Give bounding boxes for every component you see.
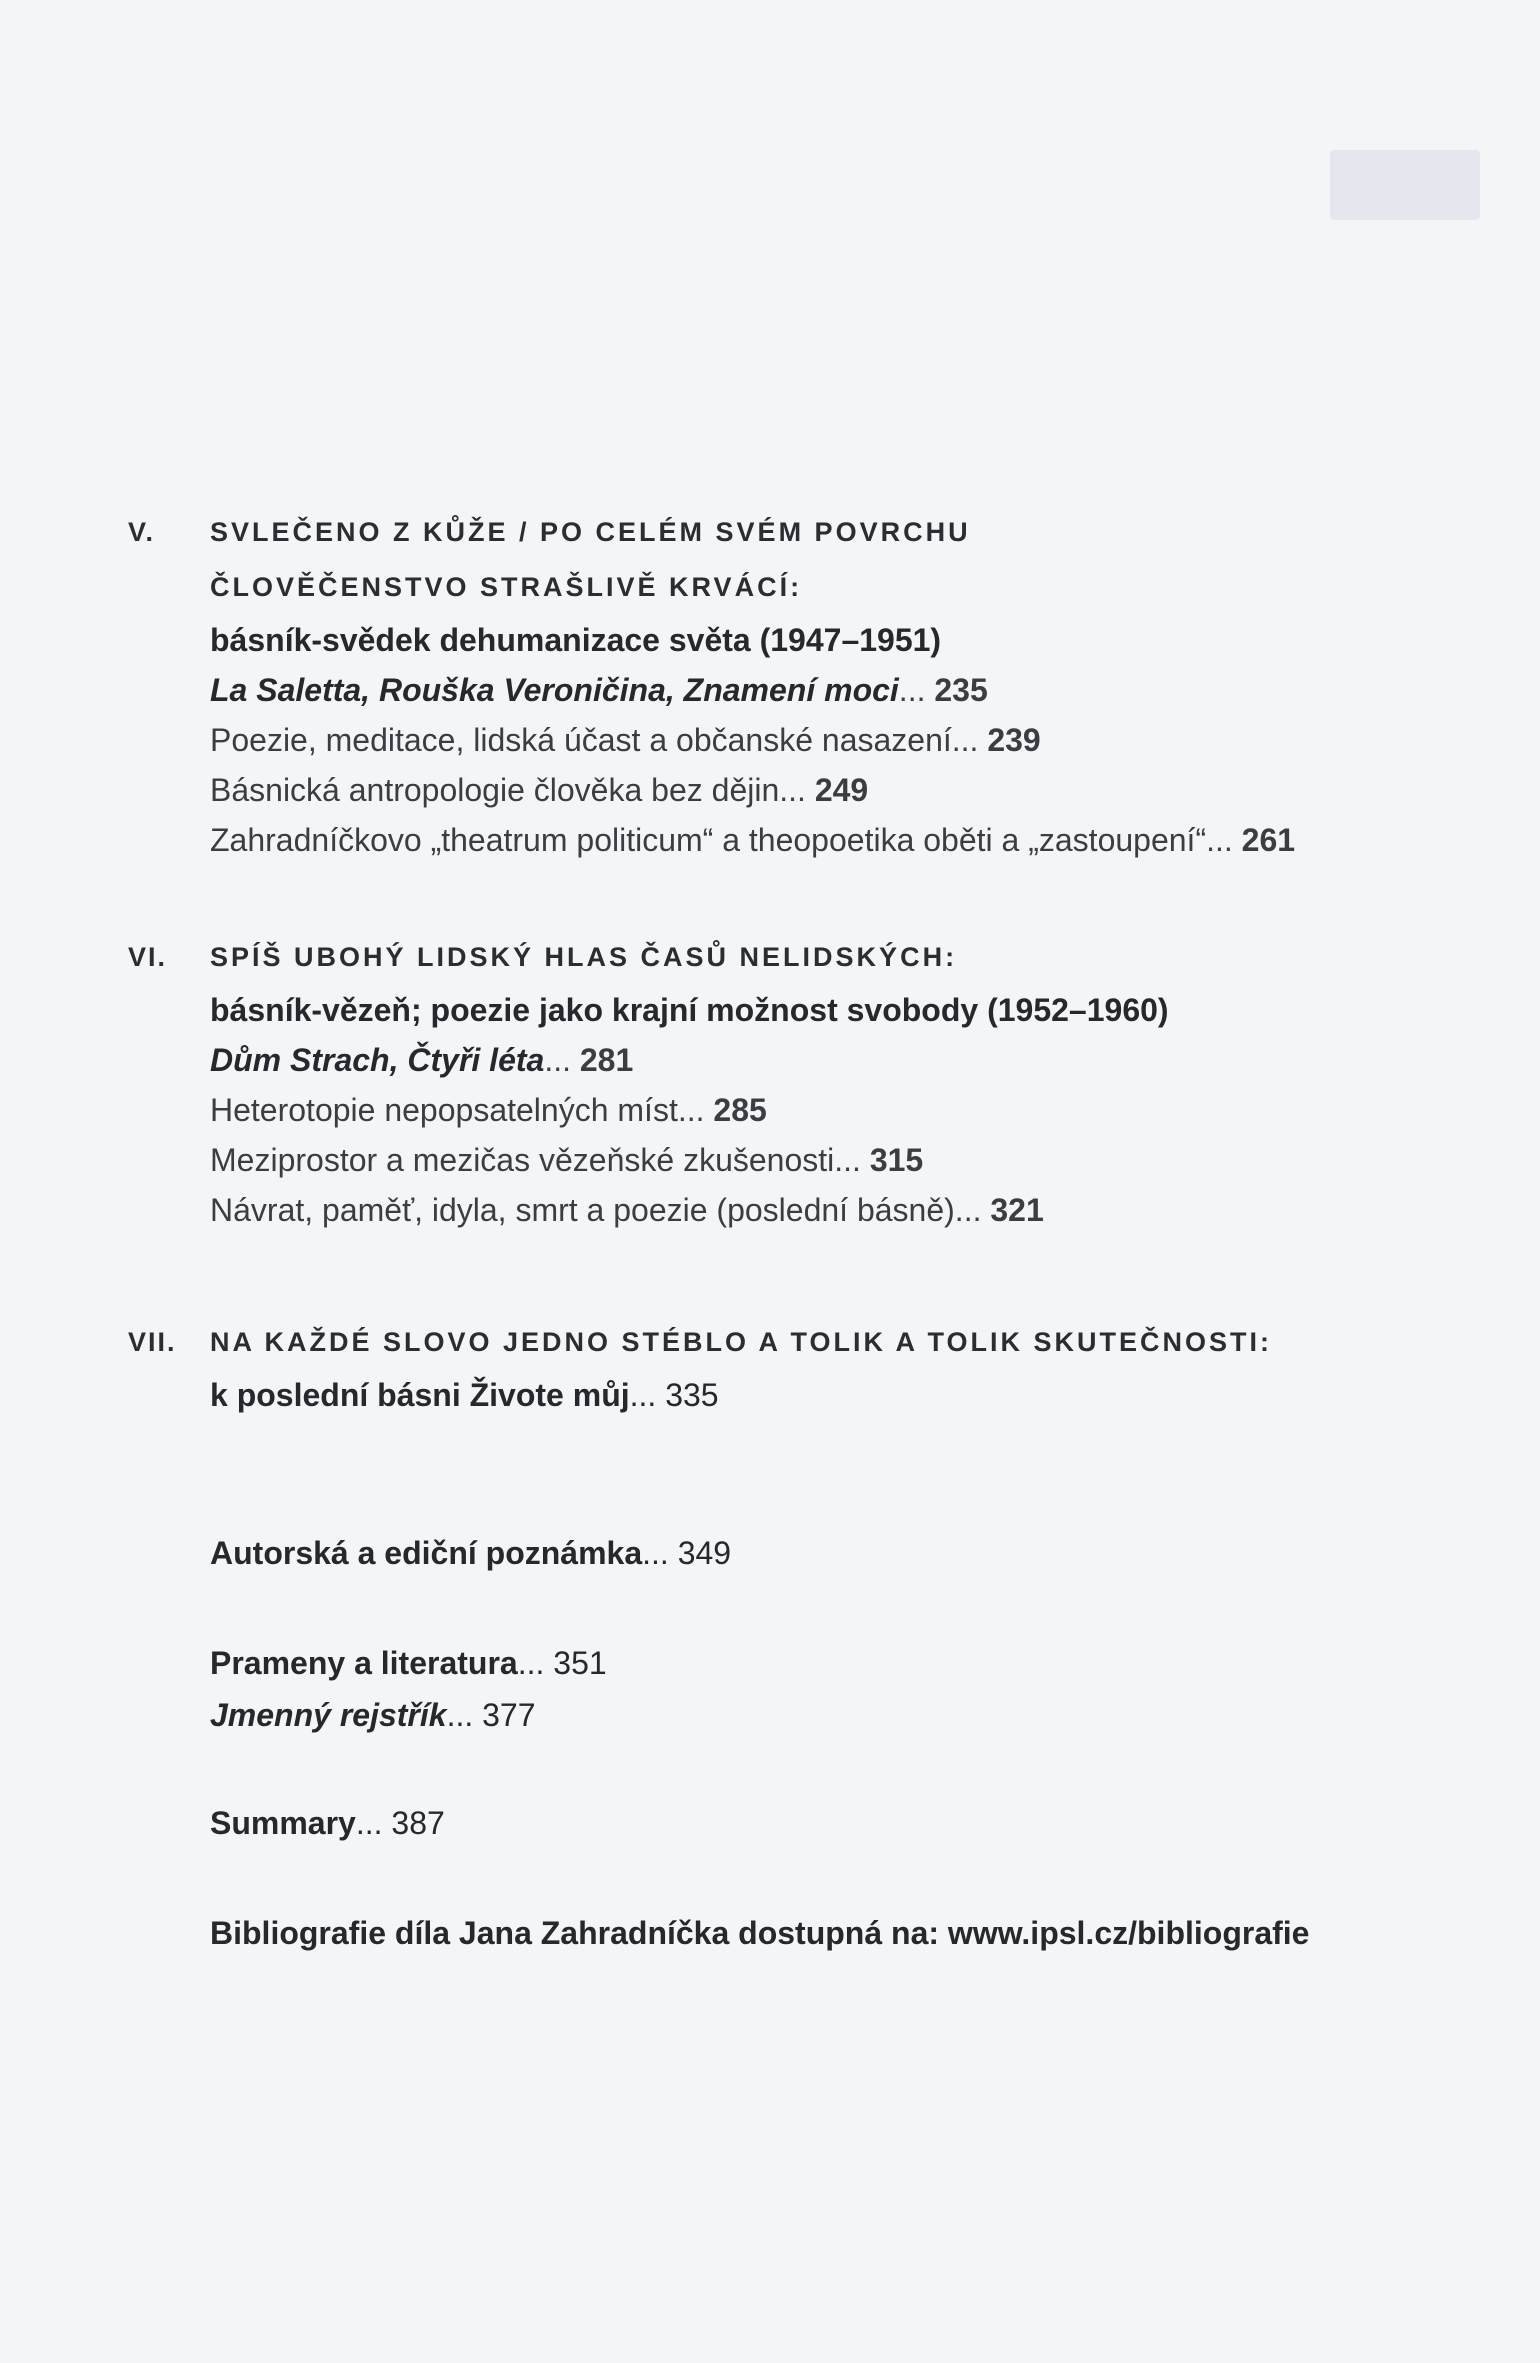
works-title: La Saletta, Rouška Veroničina, Znamení moci bbox=[210, 672, 899, 708]
leader: ... bbox=[629, 1377, 657, 1413]
section-subtitle: básník-svědek dehumanizace světa (1947–1951) bbox=[210, 622, 942, 658]
leader: ... bbox=[642, 1535, 669, 1571]
leader: ... bbox=[834, 1142, 861, 1178]
section-works-line bbox=[210, 1035, 1488, 1085]
leader: ... bbox=[446, 1697, 474, 1733]
leader: ... bbox=[954, 1192, 982, 1228]
entry-title: Summary bbox=[210, 1805, 356, 1841]
page-number: 285 bbox=[713, 1092, 767, 1128]
section-numeral: V. bbox=[128, 517, 156, 547]
section-subtitle: básník-vězeň; poezie jako krajní možnost svobody (1952–1960) bbox=[210, 992, 1169, 1028]
section-heading-line-2: ČLOVĚČENSTVO STRAŠLIVĚ KRVÁCÍ: bbox=[210, 572, 803, 602]
page-number: 239 bbox=[987, 722, 1041, 758]
toc-entry[interactable] bbox=[210, 1135, 1488, 1185]
entry-title: Heterotopie nepopsatelných míst bbox=[210, 1092, 678, 1128]
leader: ... bbox=[951, 722, 979, 758]
leader: ... bbox=[779, 772, 806, 808]
page-number: 377 bbox=[482, 1697, 536, 1733]
entry-title: Návrat, paměť, idyla, smrt a poezie (poslední básně) bbox=[210, 1192, 955, 1228]
back-matter-entry[interactable] bbox=[210, 1798, 445, 1848]
page-number: 261 bbox=[1241, 822, 1296, 858]
faint-logo-mark bbox=[1330, 150, 1480, 220]
section-numeral: VII. bbox=[128, 1327, 177, 1357]
toc-entry[interactable] bbox=[210, 765, 1488, 815]
toc-entry[interactable] bbox=[210, 815, 1488, 865]
toc-entry[interactable] bbox=[210, 1185, 1488, 1235]
leader: ... bbox=[898, 672, 926, 708]
works-title: Dům Strach, Čtyři léta bbox=[210, 1042, 545, 1078]
page-number: 281 bbox=[579, 1042, 634, 1078]
toc-section-vi bbox=[128, 930, 1488, 1235]
leader: ... bbox=[355, 1805, 383, 1841]
page-number: 249 bbox=[814, 772, 869, 808]
section-heading-line-1: NA KAŽDÉ SLOVO JEDNO STÉBLO A TOLIK A TOLIK SKUTEČNOSTI: bbox=[210, 1327, 1273, 1357]
toc-section-v bbox=[128, 505, 1488, 865]
section-subtitle[interactable] bbox=[210, 1370, 1488, 1420]
page-number: 315 bbox=[869, 1142, 924, 1178]
entry-title: Prameny a literatura bbox=[210, 1645, 518, 1681]
page-number: 349 bbox=[677, 1535, 732, 1571]
entry-title: Jmenný rejstřík bbox=[210, 1697, 447, 1733]
toc-section-vii bbox=[128, 1315, 1488, 1420]
section-heading-line-1: SPÍŠ UBOHÝ LIDSKÝ HLAS ČASŮ NELIDSKÝCH: bbox=[210, 942, 958, 972]
entry-title: Zahradníčkovo „theatrum politicum“ a theopoetika oběti a „zastoupení“ bbox=[210, 822, 1207, 858]
entry-title: Meziprostor a mezičas vězeňské zkušenosti bbox=[210, 1142, 835, 1178]
back-matter-entry[interactable] bbox=[210, 1528, 731, 1578]
page-number: 335 bbox=[665, 1377, 719, 1413]
leader: ... bbox=[517, 1645, 545, 1681]
bibliography-note: Bibliografie díla Jana Zahradníčka dostupná na: www.ipsl.cz/bibliografie bbox=[210, 1915, 1310, 1951]
section-works-line bbox=[210, 665, 1488, 715]
toc-entry[interactable] bbox=[210, 1085, 1488, 1135]
leader: ... bbox=[544, 1042, 571, 1078]
entry-title: Poezie, meditace, lidská účast a občanské nasazení bbox=[210, 722, 952, 758]
leader: ... bbox=[1206, 822, 1233, 858]
subtitle-text: k poslední básni Živote můj bbox=[210, 1377, 630, 1413]
page-number: 321 bbox=[990, 1192, 1044, 1228]
section-heading-line-1: SVLEČENO Z KŮŽE / PO CELÉM SVÉM POVRCHU bbox=[210, 517, 971, 547]
leader: ... bbox=[677, 1092, 705, 1128]
section-numeral: VI. bbox=[128, 942, 168, 972]
page-number: 235 bbox=[934, 672, 988, 708]
page-number: 387 bbox=[391, 1805, 445, 1841]
back-matter-entry[interactable] bbox=[210, 1690, 536, 1740]
entry-title: Autorská a ediční poznámka bbox=[210, 1535, 643, 1571]
page-number: 351 bbox=[553, 1645, 607, 1681]
entry-title: Básnická antropologie člověka bez dějin bbox=[210, 772, 780, 808]
back-matter-entry[interactable] bbox=[210, 1638, 607, 1688]
toc-entry[interactable] bbox=[210, 715, 1488, 765]
